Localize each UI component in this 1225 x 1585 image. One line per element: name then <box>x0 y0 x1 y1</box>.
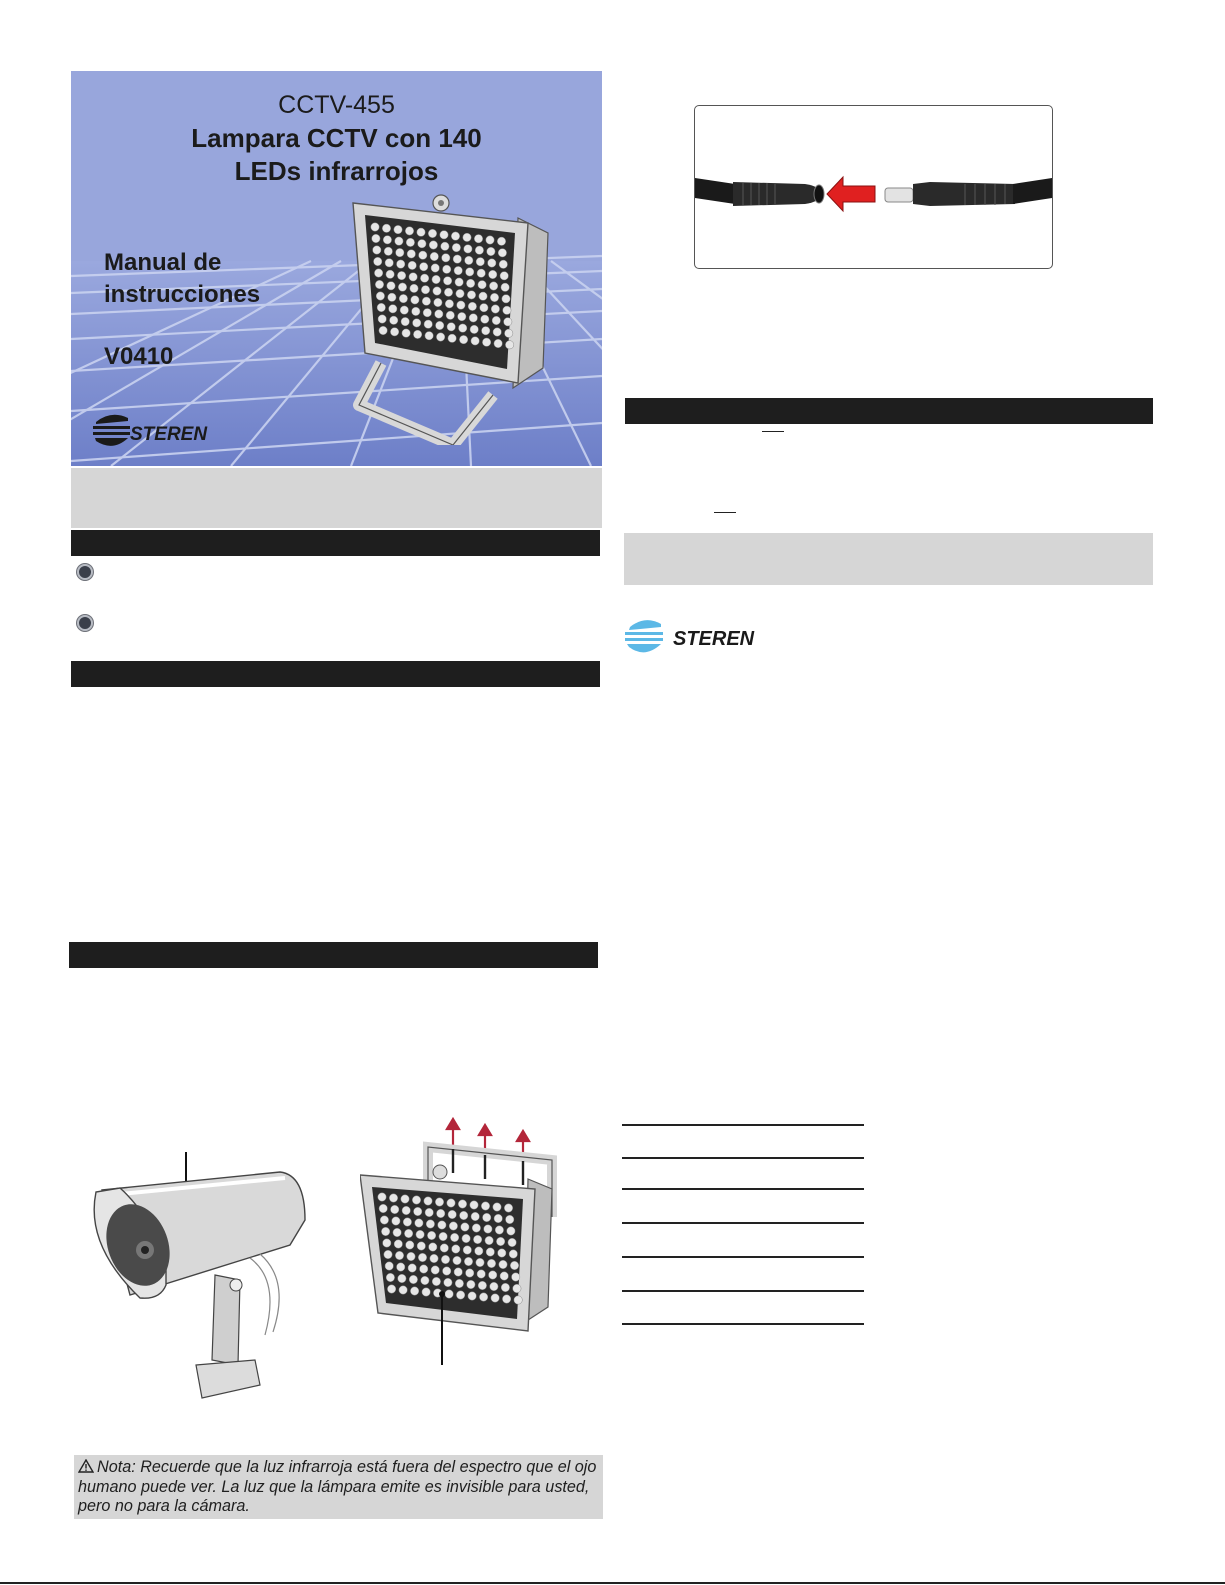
led-dot <box>493 328 501 336</box>
led-dot <box>508 1238 516 1246</box>
led-dot <box>472 1224 480 1232</box>
led-dot <box>432 275 440 283</box>
led-dot <box>415 1219 423 1227</box>
led-dot <box>406 238 414 246</box>
led-dot <box>416 1230 424 1238</box>
led-dot <box>463 233 471 241</box>
led-dot <box>397 1263 405 1271</box>
led-dot <box>436 333 444 341</box>
led-dot <box>387 1285 395 1293</box>
underline-mark <box>714 512 736 513</box>
spec-table-line <box>622 1124 864 1126</box>
led-dot <box>385 259 393 267</box>
spec-table-line <box>622 1188 864 1190</box>
led-dot <box>509 1250 517 1258</box>
led-dot <box>494 1214 502 1222</box>
led-dot <box>458 312 466 320</box>
connector-diagram-box <box>694 105 1053 269</box>
led-dot <box>401 317 409 325</box>
led-dot <box>389 1194 397 1202</box>
cover-panel <box>71 71 602 466</box>
led-dot <box>452 243 460 251</box>
led-dot <box>430 252 438 260</box>
led-dot <box>444 288 452 296</box>
dummy-camera-illustration <box>90 1150 330 1412</box>
led-dot <box>490 1282 498 1290</box>
led-dot <box>482 338 490 346</box>
gray-info-panel <box>624 533 1153 585</box>
led-dot <box>390 328 398 336</box>
led-dot <box>377 303 385 311</box>
led-dot <box>406 1241 414 1249</box>
led-dot <box>499 260 507 268</box>
led-dot <box>500 272 508 280</box>
led-dot <box>386 270 394 278</box>
led-dot <box>417 228 425 236</box>
led-dot <box>445 1290 453 1298</box>
led-dot <box>381 1227 389 1235</box>
led-dot <box>409 1275 417 1283</box>
led-dot <box>459 324 467 332</box>
led-dot <box>443 1267 451 1275</box>
led-dot <box>486 1248 494 1256</box>
led-dot <box>378 1193 386 1201</box>
led-dot <box>429 241 437 249</box>
led-dot <box>486 236 494 244</box>
led-dot <box>397 271 405 279</box>
led-dot <box>491 1294 499 1302</box>
led-dot <box>421 286 429 294</box>
led-dot <box>453 1256 461 1264</box>
led-dot <box>424 320 432 328</box>
led-dot <box>438 1221 446 1229</box>
led-dot <box>492 316 500 324</box>
led-dot <box>482 327 490 335</box>
led-dot <box>468 302 476 310</box>
led-dot <box>371 223 379 231</box>
led-dot <box>501 283 509 291</box>
led-dot <box>372 234 380 242</box>
cover-manual-line2: instrucciones <box>104 281 261 308</box>
led-dot <box>484 1225 492 1233</box>
led-dot <box>505 341 513 349</box>
led-dot <box>425 1208 433 1216</box>
led-dot <box>498 1249 506 1257</box>
led-dot <box>435 1198 443 1206</box>
led-dot <box>382 224 390 232</box>
cover-version: V0410 <box>104 343 174 370</box>
led-dot <box>410 1287 418 1295</box>
warning-icon <box>78 1459 94 1473</box>
led-dot <box>434 298 442 306</box>
led-dot <box>469 314 477 322</box>
led-dot <box>466 1269 474 1277</box>
led-dot <box>418 1253 426 1261</box>
led-dot <box>464 1257 472 1265</box>
led-dot <box>481 315 489 323</box>
led-dot <box>384 1250 392 1258</box>
led-dot <box>474 235 482 243</box>
led-dot <box>408 1264 416 1272</box>
led-dot <box>410 284 418 292</box>
led-dot <box>389 305 397 313</box>
steren-logo <box>93 412 233 452</box>
led-dot <box>479 292 487 300</box>
bullet-icon <box>77 564 93 580</box>
led-dot <box>503 306 511 314</box>
led-dot <box>425 332 433 340</box>
led-dot <box>485 1236 493 1244</box>
led-dot <box>471 337 479 345</box>
led-dot <box>391 1205 399 1213</box>
cover-manual-line1: Manual de <box>104 249 222 276</box>
led-dot <box>407 250 415 258</box>
cover-title-line1: Lampara CCTV con 140 <box>191 123 482 153</box>
led-dot <box>393 1228 401 1236</box>
led-dot <box>398 1274 406 1282</box>
led-dot <box>514 1296 522 1304</box>
led-dot <box>436 321 444 329</box>
spec-table-line <box>622 1256 864 1258</box>
led-dot <box>476 1258 484 1266</box>
led-dot <box>446 311 454 319</box>
led-dot <box>443 277 451 285</box>
led-dot <box>411 296 419 304</box>
led-dot <box>454 266 462 274</box>
led-dot <box>383 1239 391 1247</box>
led-dot <box>386 1273 394 1281</box>
led-dot <box>453 255 461 263</box>
underline-mark <box>762 431 784 432</box>
led-dot <box>493 1203 501 1211</box>
led-dot <box>409 273 417 281</box>
led-dot <box>394 1240 402 1248</box>
led-dot <box>408 261 416 269</box>
section-bar <box>69 942 598 968</box>
note-text-container <box>78 1458 598 1517</box>
led-dot <box>505 329 513 337</box>
led-dot <box>510 1261 518 1269</box>
led-dot <box>383 236 391 244</box>
led-dot <box>431 1266 439 1274</box>
gray-info-panel <box>71 468 602 528</box>
spec-table-line <box>622 1222 864 1224</box>
led-dot <box>398 283 406 291</box>
section-bar <box>625 398 1153 424</box>
led-dot <box>506 1215 514 1223</box>
led-dot <box>445 300 453 308</box>
led-dot <box>468 1292 476 1300</box>
lamp-mounting-illustration <box>360 1117 560 1367</box>
led-dot <box>392 1217 400 1225</box>
led-dot <box>420 274 428 282</box>
led-dot <box>455 1279 463 1287</box>
steren-logo-text: STEREN <box>130 424 208 445</box>
led-dot <box>430 1254 438 1262</box>
led-dot <box>403 1218 411 1226</box>
led-dot <box>489 282 497 290</box>
led-dot <box>504 1204 512 1212</box>
led-dot <box>458 1200 466 1208</box>
led-dot <box>502 1295 510 1303</box>
led-dot <box>395 1251 403 1259</box>
led-dot <box>405 227 413 235</box>
led-dot <box>460 1211 468 1219</box>
led-dot <box>414 1207 422 1215</box>
led-dot <box>507 1227 515 1235</box>
led-dot <box>462 1234 470 1242</box>
led-dot <box>512 1273 520 1281</box>
spec-table-line <box>622 1290 864 1292</box>
led-dot <box>374 257 382 265</box>
led-dot <box>413 319 421 327</box>
led-dot <box>439 1232 447 1240</box>
led-dot <box>443 265 451 273</box>
led-dot <box>456 289 464 297</box>
note-box <box>74 1455 603 1519</box>
led-dot <box>500 1272 508 1280</box>
led-dot <box>378 315 386 323</box>
led-dot <box>459 335 467 343</box>
led-dot <box>422 1288 430 1296</box>
cover-title-line2: LEDs infrarrojos <box>234 156 439 186</box>
cover-model: CCTV-455 <box>278 91 395 119</box>
led-dot <box>437 1209 445 1217</box>
note-text: Nota: Recuerde que la luz infrarroja está fuera del espectro que el ojo humano puede ver. La luz que la lámpara emite es invisible para usted, pero no para la cámara. <box>78 1458 597 1515</box>
led-dot <box>397 260 405 268</box>
led-dot <box>374 269 382 277</box>
spec-table-line <box>622 1157 864 1159</box>
bullet-icon <box>77 615 93 631</box>
led-dot <box>450 1233 458 1241</box>
led-dot <box>422 297 430 305</box>
led-dot <box>412 307 420 315</box>
led-dot <box>461 1223 469 1231</box>
led-dot <box>487 1259 495 1267</box>
led-dot <box>497 237 505 245</box>
led-dot <box>470 1201 478 1209</box>
led-dot <box>495 1226 503 1234</box>
led-dot <box>399 1286 407 1294</box>
led-dot <box>447 323 455 331</box>
led-dot <box>478 281 486 289</box>
led-dot <box>499 1260 507 1268</box>
led-dot <box>463 1246 471 1254</box>
led-dot <box>448 1210 456 1218</box>
led-dot <box>424 1197 432 1205</box>
led-dot <box>402 329 410 337</box>
led-dot <box>394 225 402 233</box>
led-dot <box>376 292 384 300</box>
led-dot <box>489 270 497 278</box>
led-dot <box>494 339 502 347</box>
led-dot <box>480 304 488 312</box>
led-dot <box>467 291 475 299</box>
led-dot <box>426 1220 434 1228</box>
led-dot <box>399 294 407 302</box>
led-dot <box>496 1237 504 1245</box>
led-dot <box>442 254 450 262</box>
led-dot <box>401 1195 409 1203</box>
led-dot <box>448 334 456 342</box>
led-dot <box>432 1277 440 1285</box>
led-dot <box>390 316 398 324</box>
led-dot <box>465 256 473 264</box>
led-dot <box>435 310 443 318</box>
led-dot <box>404 1229 412 1237</box>
led-dot <box>491 305 499 313</box>
led-dot <box>456 1291 464 1299</box>
led-dot <box>473 1235 481 1243</box>
led-dot <box>475 246 483 254</box>
led-dot <box>387 282 395 290</box>
led-dot <box>488 259 496 267</box>
section-bar <box>71 661 600 687</box>
led-dot <box>379 326 387 334</box>
spec-table-line <box>622 1323 864 1325</box>
led-dot <box>396 248 404 256</box>
led-dot <box>498 249 506 257</box>
led-dot <box>451 232 459 240</box>
steren-logo-text: STEREN <box>673 628 755 650</box>
led-dot <box>467 1280 475 1288</box>
led-dot <box>502 295 510 303</box>
led-dot <box>420 263 428 271</box>
led-dot <box>423 309 431 317</box>
led-dot <box>455 278 463 286</box>
steren-logo <box>625 617 785 659</box>
led-dot <box>413 330 421 338</box>
led-dot <box>407 1252 415 1260</box>
led-dot <box>428 229 436 237</box>
led-dot <box>504 318 512 326</box>
led-dot <box>444 1278 452 1286</box>
led-dot <box>441 242 449 250</box>
led-dot <box>457 301 465 309</box>
led-dot <box>449 1222 457 1230</box>
led-dot <box>373 246 381 254</box>
section-bar <box>71 530 600 556</box>
led-dot <box>385 1262 393 1270</box>
page-bottom-rule <box>0 1582 1225 1584</box>
led-dot <box>433 287 441 295</box>
led-dot <box>420 1265 428 1273</box>
led-dot <box>380 1216 388 1224</box>
led-dot <box>421 1276 429 1284</box>
led-dot <box>501 1283 509 1291</box>
led-dot <box>466 268 474 276</box>
led-dot <box>464 245 472 253</box>
led-dot <box>419 251 427 259</box>
led-dot <box>447 1199 455 1207</box>
led-dot <box>466 279 474 287</box>
led-dot <box>471 1212 479 1220</box>
led-dot <box>412 1196 420 1204</box>
led-dot <box>384 247 392 255</box>
led-dot <box>429 1243 437 1251</box>
led-dot <box>427 1231 435 1239</box>
led-dot <box>431 264 439 272</box>
led-dot <box>440 1244 448 1252</box>
led-dot <box>513 1284 521 1292</box>
led-dot <box>440 231 448 239</box>
led-dot <box>490 293 498 301</box>
led-dot <box>417 1242 425 1250</box>
led-dot <box>418 240 426 248</box>
led-dot <box>470 325 478 333</box>
led-dot <box>379 1204 387 1212</box>
led-dot <box>400 306 408 314</box>
led-dot <box>452 1245 460 1253</box>
led-dot <box>481 1202 489 1210</box>
led-dot <box>487 247 495 255</box>
power-connector-diagram <box>695 106 1052 268</box>
led-dot <box>489 1271 497 1279</box>
led-dot <box>477 269 485 277</box>
led-dot <box>441 1255 449 1263</box>
led-dot <box>402 1206 410 1214</box>
led-dot <box>388 293 396 301</box>
led-dot <box>454 1268 462 1276</box>
led-dot <box>395 237 403 245</box>
led-dot <box>375 280 383 288</box>
led-dot <box>477 1270 485 1278</box>
led-dot <box>475 1247 483 1255</box>
led-dot <box>479 1293 487 1301</box>
led-dot <box>476 258 484 266</box>
led-dot <box>483 1213 491 1221</box>
led-dot <box>478 1281 486 1289</box>
ir-lamp-illustration <box>343 193 573 445</box>
